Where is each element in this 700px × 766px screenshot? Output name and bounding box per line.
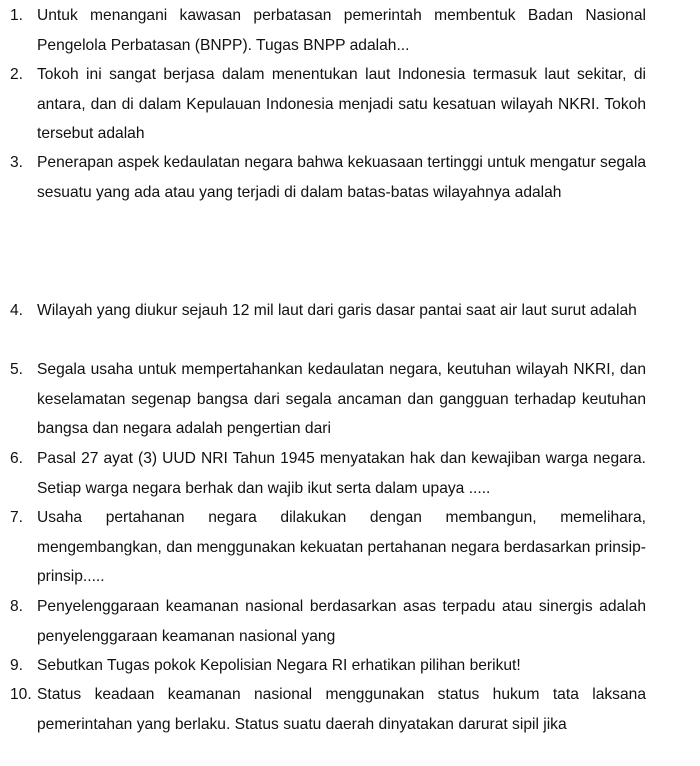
- question-number: 8.: [10, 598, 24, 615]
- question-text: Usaha pertahanan negara dilakukan dengan membangun, memelihara, mengembangkan, dan menggunakan kekuatan pertahanan negara berdasarkan prinsip-prinsip.....: [37, 509, 646, 585]
- question-text: Tokoh ini sangat berjasa dalam menentukan laut Indonesia termasuk laut sekitar, di antara, dan di dalam Kepulauan Indonesia menjadi satu kesatuan wilayah NKRI. Tokoh tersebut adalah: [37, 66, 646, 142]
- question-text: Penerapan aspek kedaulatan negara bahwa kekuasaan tertinggi untuk mengatur segala sesuatu yang ada atau yang terjadi di dalam batas-batas wilayahnya adalah: [37, 154, 646, 201]
- question-number: 6.: [10, 450, 24, 467]
- question-number: 2.: [10, 66, 24, 83]
- question-text: Untuk menangani kawasan perbatasan pemerintah membentuk Badan Nasional Pengelola Perbatasan (BNPP). Tugas BNPP adalah...: [37, 7, 646, 54]
- question-number: 4.: [10, 302, 24, 319]
- question-text: Segala usaha untuk mempertahankan kedaulatan negara, keutuhan wilayah NKRI, dan keselamatan segenap bangsa dari segala ancaman dan gangguan terhadap keutuhan bangsa dan negara adalah pengertian dari: [37, 361, 646, 437]
- question-number: 5.: [10, 361, 24, 378]
- question-number: 7.: [10, 509, 24, 526]
- question-text: Wilayah yang diukur sejauh 12 mil laut dari garis dasar pantai saat air laut surut adalah: [37, 302, 637, 319]
- question-number: 1.: [10, 7, 24, 24]
- question-number: 3.: [10, 154, 24, 171]
- question-text: Status keadaan keamanan nasional menggunakan status hukum tata laksana pemerintahan yang berlaku. Status suatu daerah dinyatakan darurat sipil jika: [37, 686, 646, 733]
- question-text: Penyelenggaraan keamanan nasional berdasarkan asas terpadu atau sinergis adalah penyelenggaraan keamanan nasional yang: [37, 598, 646, 645]
- question-number: 9.: [10, 657, 24, 674]
- question-text: Pasal 27 ayat (3) UUD NRI Tahun 1945 menyatakan hak dan kewajiban warga negara. Setiap warga negara berhak dan wajib ikut serta dalam upaya .....: [37, 450, 646, 497]
- question-text: Sebutkan Tugas pokok Kepolisian Negara RI erhatikan pilihan berikut!: [37, 657, 521, 674]
- question-number: 10.: [10, 686, 32, 703]
